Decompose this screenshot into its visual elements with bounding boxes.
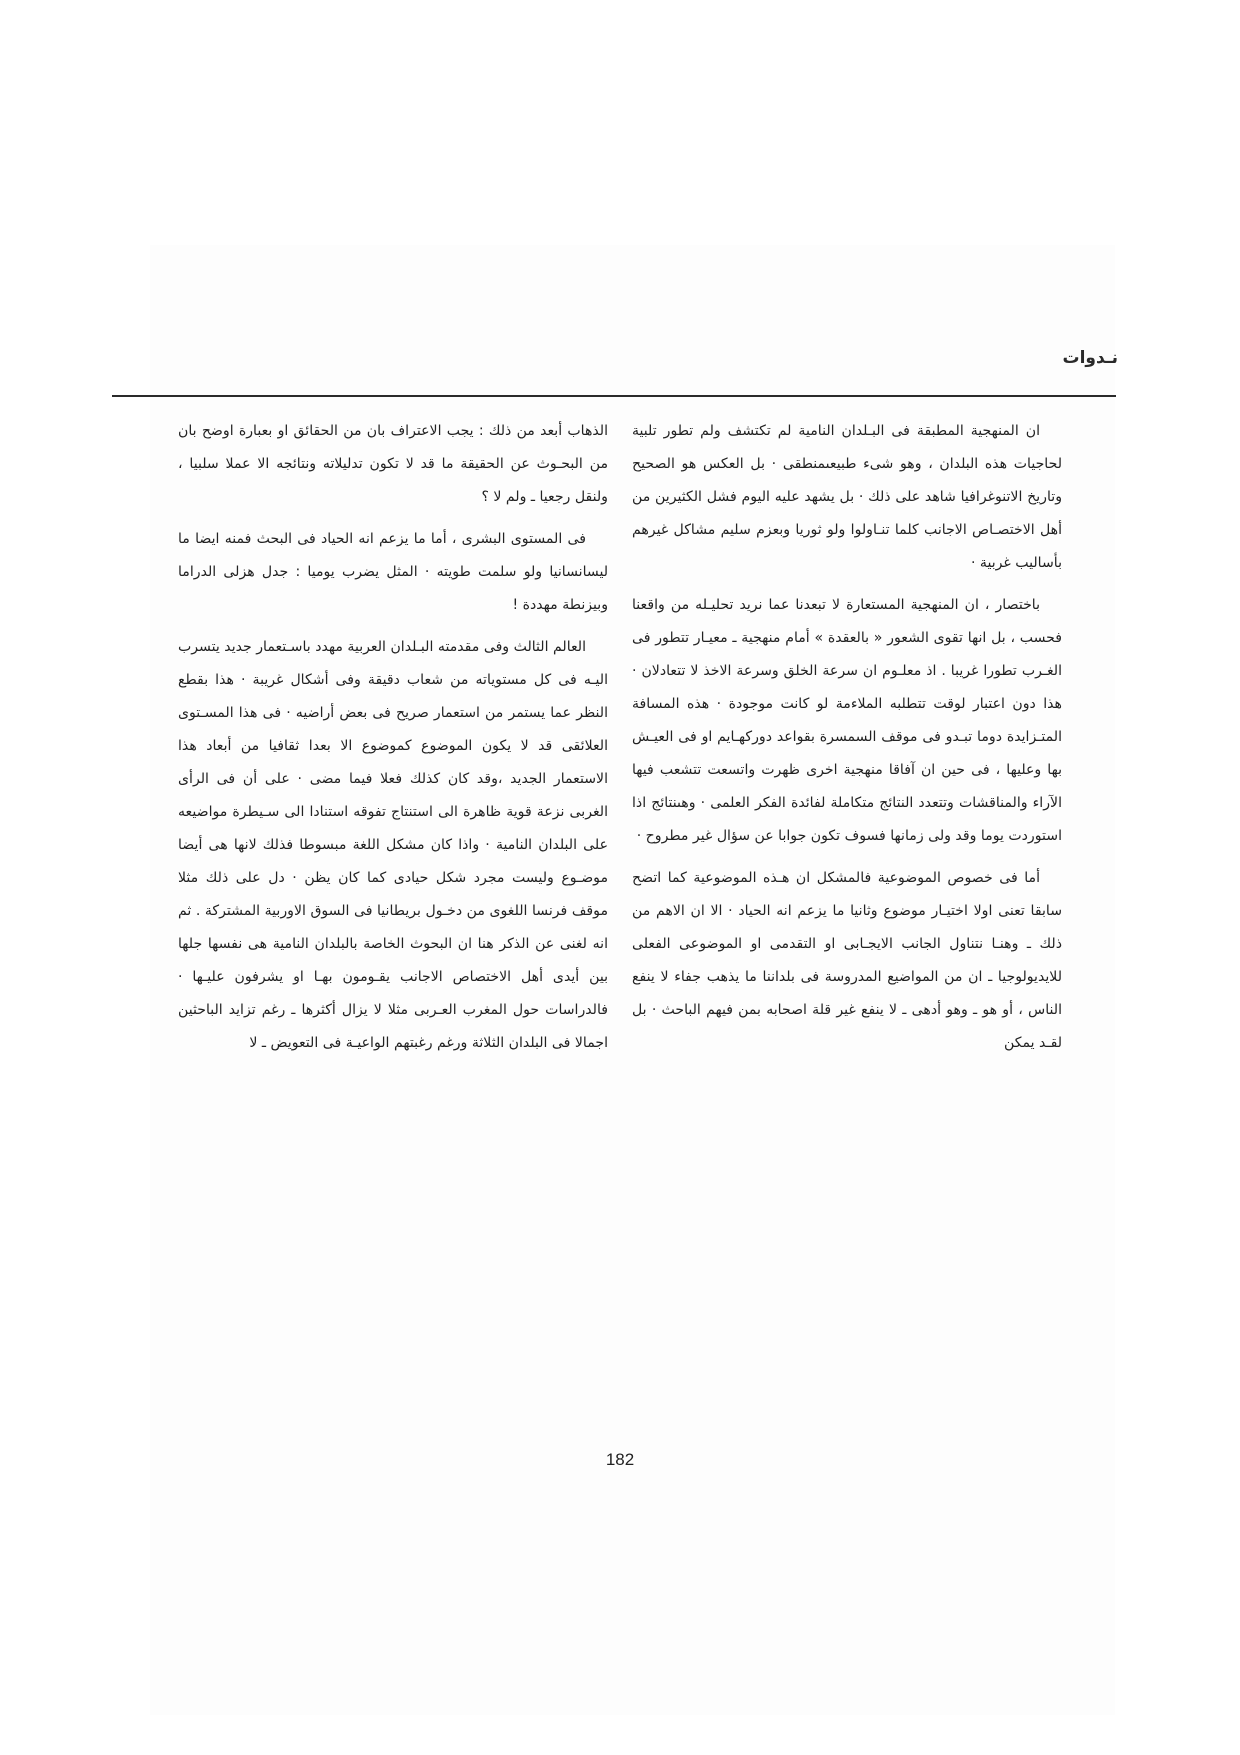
paragraph: العالم الثالث وفى مقدمته البـلدان العربية مهدد باسـتعمار جديد يتسرب اليـه فى كل مستوياته من شعاب دقيقة وفى أشكال غريبة · هذا بقطع النظر عما يستمر من استعمار صريح فى بعض أراضيه · فى هذا المسـتوى العلائقى قد لا يكون الموضوع كموضوع الا بعدا ثقافيا من أبعاد هذا الاستعمار الجديد ،وقد كان كذلك فعلا فيما مضى · على أن فى الرأى الغربى نزعة قوية ظاهرة الى استنتاج تفوقه استنادا الى سـيطرة مواضيعه على البلدان النامية · واذا كان مشكل اللغة مبسوطا فذلك لانها هى أيضا موضـوع وليست مجرد شكل حيادى كما كان يظن · دل على ذلك مثلا موقف فرنسا اللغوى من دخـول بريطانيا فى السوق الاوربية المشتركة . ثم انه لغنى عن الذكر هنا ان البحوث الخاصة بالبلدان النامية هى نفسها جلها بين أيدى أهل الاختصاص الاجانب يقـومون بهـا او يشرفون عليـها · فالدراسات حول المغرب العـربى مثلا لا يزال أكثرها ـ رغم تزايد الباحثين اجمالا فى البلدان الثلاثة ورغم رغبتهم الواعيـة فى التعويض ـ لا: [178, 639, 608, 1051]
left-column: [178, 415, 608, 1069]
paragraph: ان المنهجية المطبقة فى البـلدان النامية لم تكتشف ولم تطور تلبية لحاجيات هذه البلدان ، وهو شىء طبيعىمنطقى · بل العكس هو الصحيح وتاريخ الاتنوغرافيا شاهد على ذلك · بل يشهد عليه اليوم فشل الكثيرين من أهل الاختصـاص الاجانب كلما تنـاولوا ولو ثوريا وبعزم سليم مشاكل غيرهم بأساليب غربية ·: [632, 423, 1062, 571]
right-column: [632, 415, 1062, 1069]
paragraph: أما فى خصوص الموضوعية فالمشكل ان هـذه الموضوعية كما اتضح سابقا تعنى اولا اختيـار موضوع وثانيا ما يزعم انه الحياد · الا ان الاهم من ذلك ـ وهنـا نتناول الجانب الايجـابى او التقدمى او الموضوعى الفعلى للايديولوجيا ـ ان من المواضيع المدروسة فى بلداننا ما يذهب جفاء لا ينفع الناس ، أو هو ـ وهو أدهى ـ لا ينفع غير قلة اصحابه بمن فيهم الباحث · بل لقـد يمكن: [632, 870, 1062, 1051]
running-head: نـدوات: [1062, 348, 1118, 368]
paragraph: باختصار ، ان المنهجية المستعارة لا تبعدنا عما نريد تحليـله من واقعنا فحسب ، بل انها تقوى الشعور « بالعقدة » أمام منهجية ـ معيـار تتطور فى الغـرب تطورا غريبا . اذ معلـوم ان سرعة الخلق وسرعة الاخذ لا تتعادلان · هذا دون اعتبار لوقت تتطلبه الملاءمة لو كانت موجودة · هذه المسافة المتـزايدة دوما تبـدو فى موقف السمسرة بقواعد دوركهـايم او فى العيـش بها وعليها ، فى حين ان آفاقا منهجية اخرى ظهرت واتسعت تتشعب فيها الآراء والمناقشات وتتعدد النتائج متكاملة لفائدة الفكر العلمى · وهىنتائج اذا استوردت يوما وقد ولى زمانها فسوف تكون جوابا عن سؤال غير مطروح ·: [632, 597, 1062, 844]
paragraph: فى المستوى البشرى ، أما ما يزعم انه الحياد فى البحث فمنه ايضا ما ليسانسانيا ولو سلمت طويته · المثل يضرب يوميا : جدل هزلى الدراما وبيزنطة مهددة !: [178, 531, 608, 613]
header-rule: [112, 395, 1116, 397]
paragraph: الذهاب أبعد من ذلك : يجب الاعتراف بان من الحقائق او بعبارة اوضح بان من البحـوث عن الحقيقة ما قد لا تكون تدليلاته ونتائجه الا عملا سلبيا ، ولنقل رجعيا ـ ولم لا ؟: [178, 423, 608, 505]
page-number: 182: [605, 1450, 635, 1469]
